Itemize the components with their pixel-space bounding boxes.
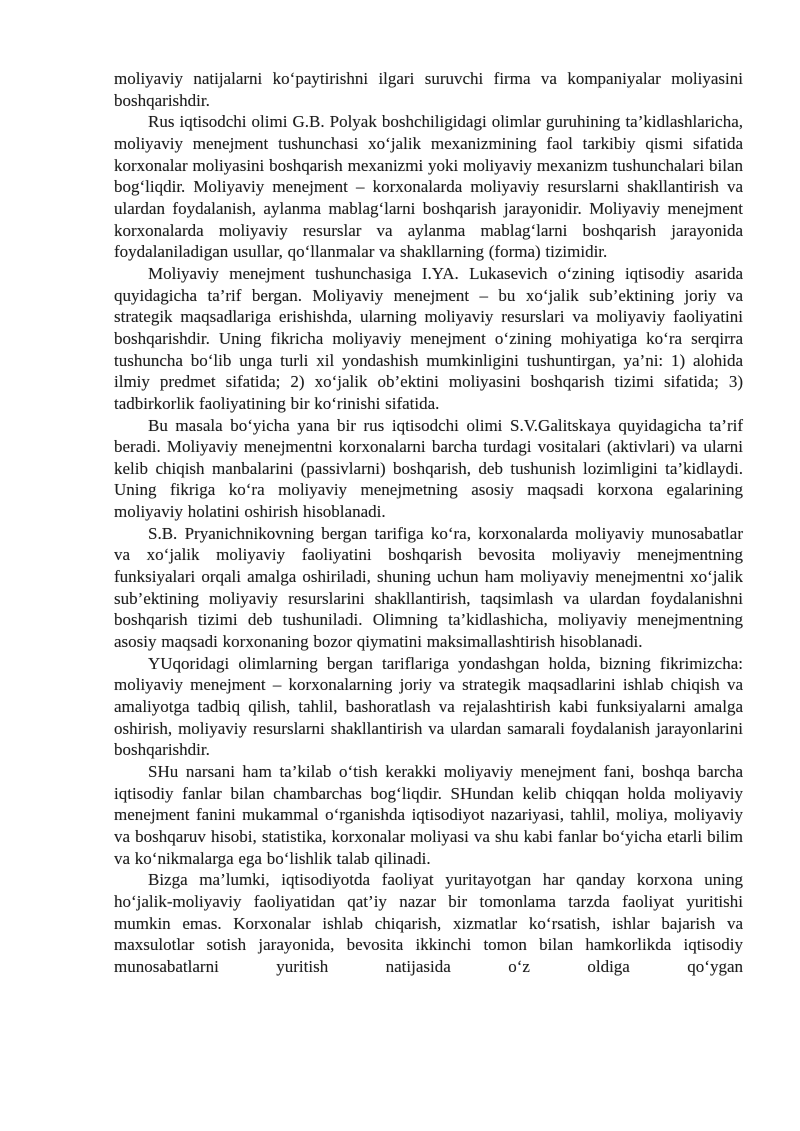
paragraph-galitskaya-definition: Bu masala bo‘yicha yana bir rus iqtisodchi olimi S.V.Galitskaya quyidagicha ta’rif beradi. Moliyaviy menejmentni korxonalarni barcha turdagi vositalari (aktivlari) va ularni kelib chiqish manbalarini (passivlarni) boshqarish, deb tushunish lozimligini ta’kidlaydi. Uning fikriga ko‘ra moliyaviy menejmetning asosiy maqsadi korxona egalarining moliyaviy holatini oshirish hisoblanadi. [114, 415, 743, 522]
paragraph-pryanichnikov-definition: S.B. Pryanichnikovning bergan tarifiga ko‘ra, korxonalarda moliyaviy munosabatlar va xo‘jalik moliyaviy faoliyatini boshqarish bevosita moliyaviy menejmentning funksiyalari orqali amalga oshiriladi, shuning uchun ham moliyaviy menejmentni xo‘jalik sub’ektining moliyaviy resurslarini shakllantirish, taqsimlash va ulardan foydalanishni boshqarish tizimi deb tushuniladi. Olimning ta’kidlashicha, moliyaviy menejmentning asosiy maqsadi korxonaning bozor qiymatini maksimallashtirish hisoblanadi. [114, 523, 743, 652]
paragraph-polyak-definition: Rus iqtisodchi olimi G.B. Polyak boshchiligidagi olimlar guruhining ta’kidlashlaricha, moliyaviy menejment tushunchasi xo‘jalik mexanizmining faol tarkibiy qismi sifatida korxonalar moliyasini boshqarish mexanizmi yoki moliyaviy mexanizm tushunchalari bilan bog‘liqdir. Moliyaviy menejment – korxonalarda moliyaviy resurslarni shakllantirish va ulardan foydalanish, aylanma mablag‘larni boshqarish jarayonidir. Moliyaviy menejment korxonalarda moliyaviy resurslar va aylanma mablag‘larni boshqarish jarayonida foydalaniladigan usullar, qo‘llanmalar va shakllarning (forma) tizimidir. [114, 112, 743, 262]
paragraph-authors-own-definition: YUqoridagi olimlarning bergan tariflariga yondashgan holda, bizning fikrimizcha: moliyaviy menejment – korxonalarning joriy va strategik maqsadlarini ishlab chiqish va amaliyotga tadbiq qilish, tahlil, bashoratlash va rejalashtirish kabi funksiyalarni amalga oshirish, moliyaviy resurslarni shakllantirish va ulardan samarali foydalanish jarayonlarini boshqarishdir. [114, 653, 743, 760]
paragraph-enterprise-activity: Bizga ma’lumki, iqtisodiyotda faoliyat yuritayotgan har qanday korxona uning ho‘jalik-moliyaviy faoliyatidan qat’iy nazar bir tomonlama tarzda faoliyat yuritishi mumkin emas. Korxonalar ishlab chiqarish, xizmatlar ko‘rsatish, ishlar bajarish va maxsulotlar sotish jarayonida, bevosita ikkinchi tomon bilan hamkorlikda iqtisodiy munosabatlarni yuritish natijasida o‘z oldiga qo‘ygan [114, 870, 743, 976]
paragraph-lukasevich-definition: Moliyaviy menejment tushunchasiga I.YA. Lukasevich o‘zining iqtisodiy asarida quyidagicha ta’rif bergan. Moliyaviy menejment – bu xo‘jalik sub’ektining joriy va strategik maqsadlariga erishishda, ularning moliyaviy resurslari va moliyaviy faoliyatini boshqarishdir. Uning fikricha moliyaviy menejment o‘zining mohiyatiga ko‘ra serqirra tushuncha bo‘lib unga turli xil yondashish mumkinligini tushuntirgan, ya’ni: 1) alohida ilmiy predmet sifatida; 2) xo‘jalik ob’ektini moliyasini boshqarish tizimi sifatida; 3) tadbirkorlik faoliyatining bir ko‘rinishi sifatida. [114, 263, 743, 413]
paragraph-related-sciences: SHu narsani ham ta’kilab o‘tish kerakki moliyaviy menejment fani, boshqa barcha iqtisodiy fanlar bilan chambarchas bog‘liqdir. SHundan kelib chiqqan holda moliyaviy menejment fanini mukammal o‘rganishda iqtisodiyot nazariyasi, tahlil, moliya, moliyaviy va boshqaruv hisobi, statistika, korxonalar moliyasi va shu kabi fanlar bo‘yicha etarli bilim va ko‘nikmalarga ega bo‘lishlik talab qilinadi. [114, 762, 743, 868]
paragraph-continuation-top: moliyaviy natijalarni ko‘paytirishni ilgari suruvchi firma va kompaniyalar moliyasini boshqarishdir. [114, 69, 743, 110]
page-text-block [114, 68, 743, 978]
